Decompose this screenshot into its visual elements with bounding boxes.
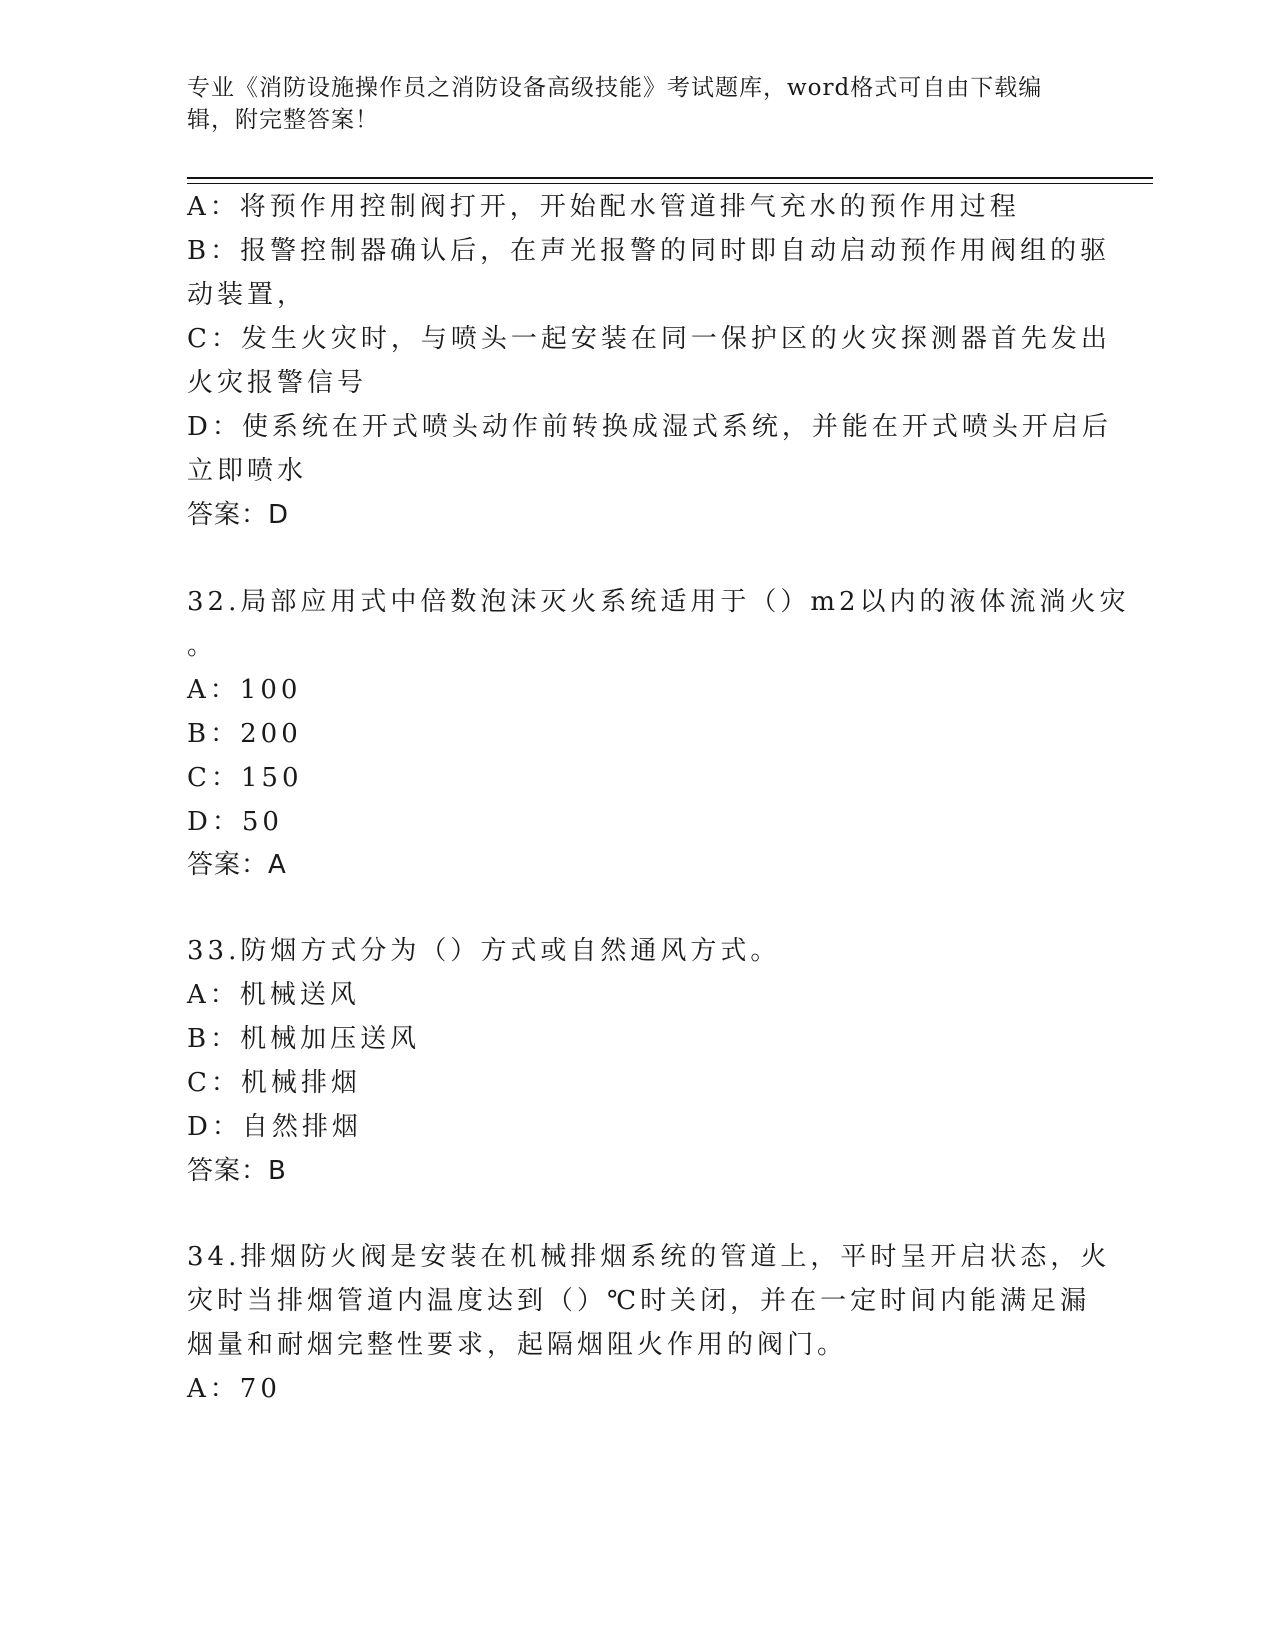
q31-option-b-line-1: B：报警控制器确认后，在声光报警的同时即自动启动预作用阀组的驱 xyxy=(187,236,1111,266)
q31-answer: 答案：D xyxy=(187,500,290,530)
q31-option-b-line-2: 动装置， xyxy=(187,280,308,310)
q34-option-a: A：70 xyxy=(187,1374,281,1404)
q33-option-d: D：自然排烟 xyxy=(187,1112,362,1142)
q32-option-d: D：50 xyxy=(187,807,283,837)
q32-question-line-2: 。 xyxy=(187,631,218,661)
q33-option-c: C：机械排烟 xyxy=(187,1068,361,1098)
q32-question-line-1: 32.局部应用式中倍数泡沫灭火系统适用于（）m2以内的液体流淌火灾 xyxy=(187,587,1130,617)
header-line-2: 辑，附完整答案！ xyxy=(187,107,379,133)
q33-option-b: B：机械加压送风 xyxy=(187,1024,421,1054)
q31-option-d-line-2: 立即喷水 xyxy=(187,456,308,486)
q31-option-d-line-1: D：使系统在开式喷头动作前转换成湿式系统，并能在开式喷头开启后 xyxy=(187,412,1112,442)
q33-answer: 答案：B xyxy=(187,1156,287,1186)
q33-question: 33.防烟方式分为（）方式或自然通风方式。 xyxy=(187,936,781,966)
q34-question-line-2: 灾时当排烟管道内温度达到（）℃时关闭，并在一定时间内能满足漏 xyxy=(187,1286,1091,1316)
header-rule-thin xyxy=(187,183,1153,184)
q32-option-b: B：200 xyxy=(187,719,302,749)
q33-option-a: A：机械送风 xyxy=(187,980,360,1010)
q31-option-c-line-1: C：发生火灾时，与喷头一起安装在同一保护区的火灾探测器首先发出 xyxy=(187,324,1111,354)
header-rule-thick xyxy=(187,177,1153,179)
document-header xyxy=(187,72,1067,136)
q34-question-line-1: 34.排烟防火阀是安装在机械排烟系统的管道上，平时呈开启状态，火 xyxy=(187,1242,1111,1272)
q34-question-line-3: 烟量和耐烟完整性要求，起隔烟阻火作用的阀门。 xyxy=(187,1330,848,1360)
q32-option-c: C：150 xyxy=(187,763,303,793)
q32-option-a: A：100 xyxy=(187,675,302,705)
q31-option-c-line-2: 火灾报警信号 xyxy=(187,368,368,398)
header-line-1: 专业《消防设施操作员之消防设备高级技能》考试题库，word格式可自由下载编 xyxy=(187,75,1043,101)
q32-answer: 答案：A xyxy=(187,850,287,880)
q31-option-a: A：将预作用控制阀打开，开始配水管道排气充水的预作用过程 xyxy=(187,192,1020,222)
